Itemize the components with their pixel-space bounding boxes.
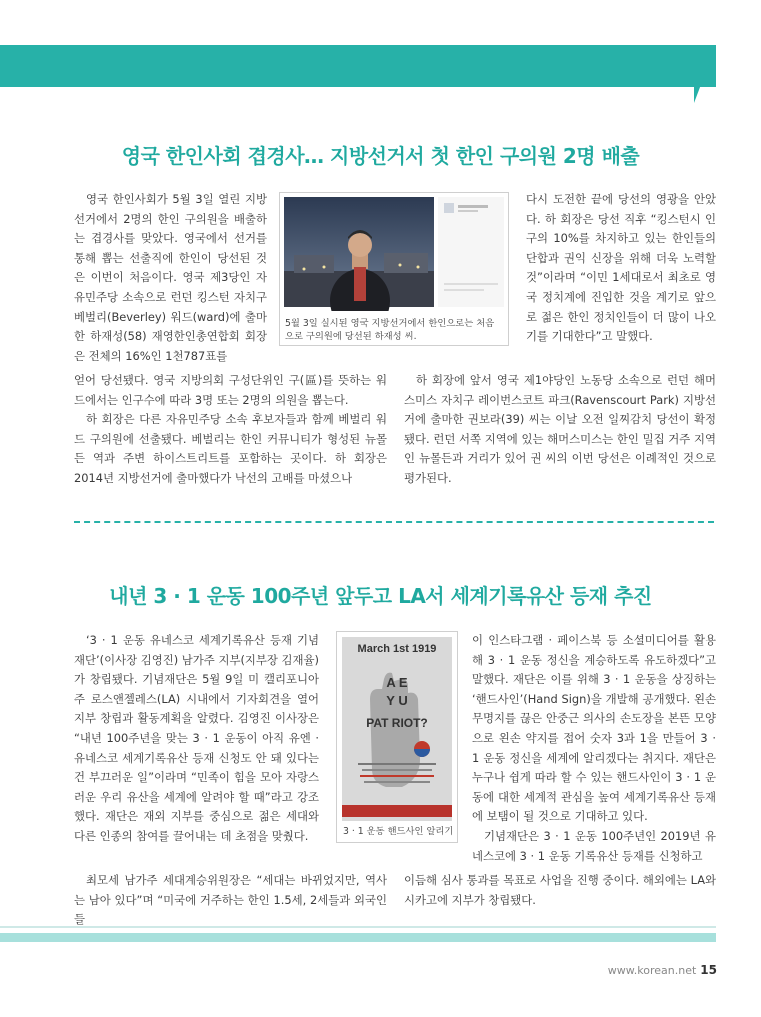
article1-paragraph: 다시 도전한 끝에 당선의 영광을 안았다. 하 회장은 당선 직후 “킹스턴시 인구의 10%를 차지하고 있는 한인들의 단합과 권익 신장을 위해 더욱 노력할 것”이라며 “이민 1세대로서 최초로 영국 정치계에 진입한 것을 계기로 앞으로 젊은 한인 정치인들이 더 많이 나오기를 기대한다”고 말했다. [526, 192, 716, 344]
article1-col-left-top [74, 190, 267, 366]
section-divider [74, 521, 714, 523]
article2-poster-frame [336, 631, 458, 843]
poster-line: Y U [386, 693, 408, 708]
article2-poster-caption: 3 · 1 운동 핸드사인 알리기 [343, 826, 454, 837]
poster-graphic [342, 659, 452, 819]
article1-paragraph: 하 회장에 앞서 영국 제1야당인 노동당 소속으로 런던 해머스미스 자치구 레이번스코트 파크(Ravenscourt Park) 지방선거에 출마한 권보라(39) 씨는 이날 오전 일찌감치 당선이 확정됐다. 런던 서쪽 지역에 있는 해머스미스는 한인 밀집 거주 지역인 뉴몰든과 거리가 있어 권 씨의 이번 당선은 이례적인 것으로 평가된다. [404, 373, 716, 485]
article2-poster [342, 637, 452, 821]
article1-photo-frame [279, 192, 509, 346]
article2-col-right [472, 631, 716, 866]
article1-photo [280, 193, 508, 311]
article2-col-left-bottom [74, 871, 387, 930]
footer-site: www.korean.net [607, 964, 697, 977]
article2-paragraph: 기념재단은 3 · 1 운동 100주년인 2019년 유네스코에 3 · 1 운동 기록유산 등재를 신청하고 [472, 828, 716, 863]
article2-paragraph: 이듬해 심사 통과를 목표로 사업을 진행 중이다. 해외에는 LA와 시카고에 지부가 창립됐다. [404, 873, 716, 907]
footer-rule [0, 926, 716, 928]
article2-headline: 내년 3 · 1 운동 100주년 앞두고 LA서 세계기록유산 등재 추진 [109, 584, 652, 608]
article2-paragraph: ‘3 · 1 운동 유네스코 세계기록유산 등재 기념재단’(이사장 김영진) 남가주 지부(지부장 김재율)가 창립됐다. 기념재단은 5월 9일 미 캘리포니아 주 로스앤젤레스(LA) 시내에서 기자회견을 열어 지부 창립과 활동계획을 알렸다. 김영진 이사장은 “내년 100주년을 맞는 3 · 1 운동이 아직 유엔 · 유네스코 세계기록유산 등재 신청도 안 돼 있다는 건 부끄러운 일”이라며 “민족이 힘을 모아 자랑스러운 우리 유산을 세계에 알려야 할 때”라고 강조했다. 재단은 재외 지부를 중심으로 젊은 세대와 다른 인종의 참여를 끌어내는 데 초점을 맞췄다. [74, 633, 319, 843]
footer-band [0, 933, 716, 942]
article1-col-right-top [526, 190, 716, 347]
article2-col-right-bottom [404, 871, 716, 910]
article1-photo-caption: 5월 3일 실시된 영국 지방선거에서 한인으로는 처음으로 구의원에 당선된 하재성 씨. [285, 318, 495, 342]
poster-title: March 1st 1919 [357, 643, 437, 655]
article2-paragraph: 이 인스타그램 · 페이스북 등 소셜미디어를 활용해 3 · 1 운동 정신을 계승하도록 유도하겠다”고 말했다. 재단은 이를 위해 3 · 1 운동을 상징하는 ‘핸드사인’(Hand Sign)을 개발해 공개했다. 왼손 무명지를 끊은 안중근 의사의 손도장을 본뜬 모양으로 왼손 약지를 접어 숫자 3과 1을 만들어 3 · 1 운동 정신을 세계에 알리겠다는 취지다. 재단은 누구나 쉽게 따라 할 수 있는 핸드사인이 3 · 1 운동에 대한 세계적 관심을 높여 세계기록유산 등재에 보탬이 될 것으로 기대하고 있다. [472, 633, 716, 824]
header-band [0, 45, 716, 87]
article2-col-left [74, 631, 319, 847]
poster-line: A E [386, 675, 408, 690]
article1-paragraph: 하 회장은 다른 자유민주당 소속 후보자들과 함께 베벌리 워드 구의원에 선출됐다. 베벌리는 한인 커뮤니티가 형성된 뉴몰든 역과 주변 하이스트리트를 포함하는 곳이다. 하 회장은 2014년 지방선거에 출마했다가 낙선의 고배를 마셨으나 [74, 412, 387, 485]
article1-col-right [404, 371, 716, 489]
page-number: 15 [700, 963, 717, 977]
article1-headline: 영국 한인사회 겹경사… 지방선거서 첫 한인 구의원 2명 배출 [121, 144, 640, 168]
article1-paragraph: 영국 한인사회가 5월 3일 열린 지방선거에서 2명의 한인 구의원을 배출하는 겹경사를 맞았다. 영국에서 선거를 통해 뽑는 선출직에 한인이 당선된 것은 이번이 처음이다. 영국 제3당인 자유민주당 소속으로 런던 킹스턴 자치구 베벌리(Beverley) 워드(ward)에 출마한 하재성(58) 재영한인총연합회 회장은 전체의 16%인 1천787표를 [74, 192, 267, 363]
poster-line: PAT RIOT? [366, 716, 428, 730]
article1-paragraph: 얻어 당선됐다. 영국 지방의회 구성단위인 구(區)를 뜻하는 워드에서는 인구수에 따라 3명 또는 2명의 의원을 뽑는다. [74, 373, 387, 407]
page-footer [608, 963, 717, 977]
header-band-corner [694, 45, 716, 103]
article1-col-left [74, 371, 387, 489]
article2-paragraph: 최모세 남가주 세대계승위원장은 “세대는 바뀌었지만, 역사는 남아 있다”며 “미국에 거주하는 한인 1.5세, 2세들과 외국인들 [74, 873, 387, 927]
